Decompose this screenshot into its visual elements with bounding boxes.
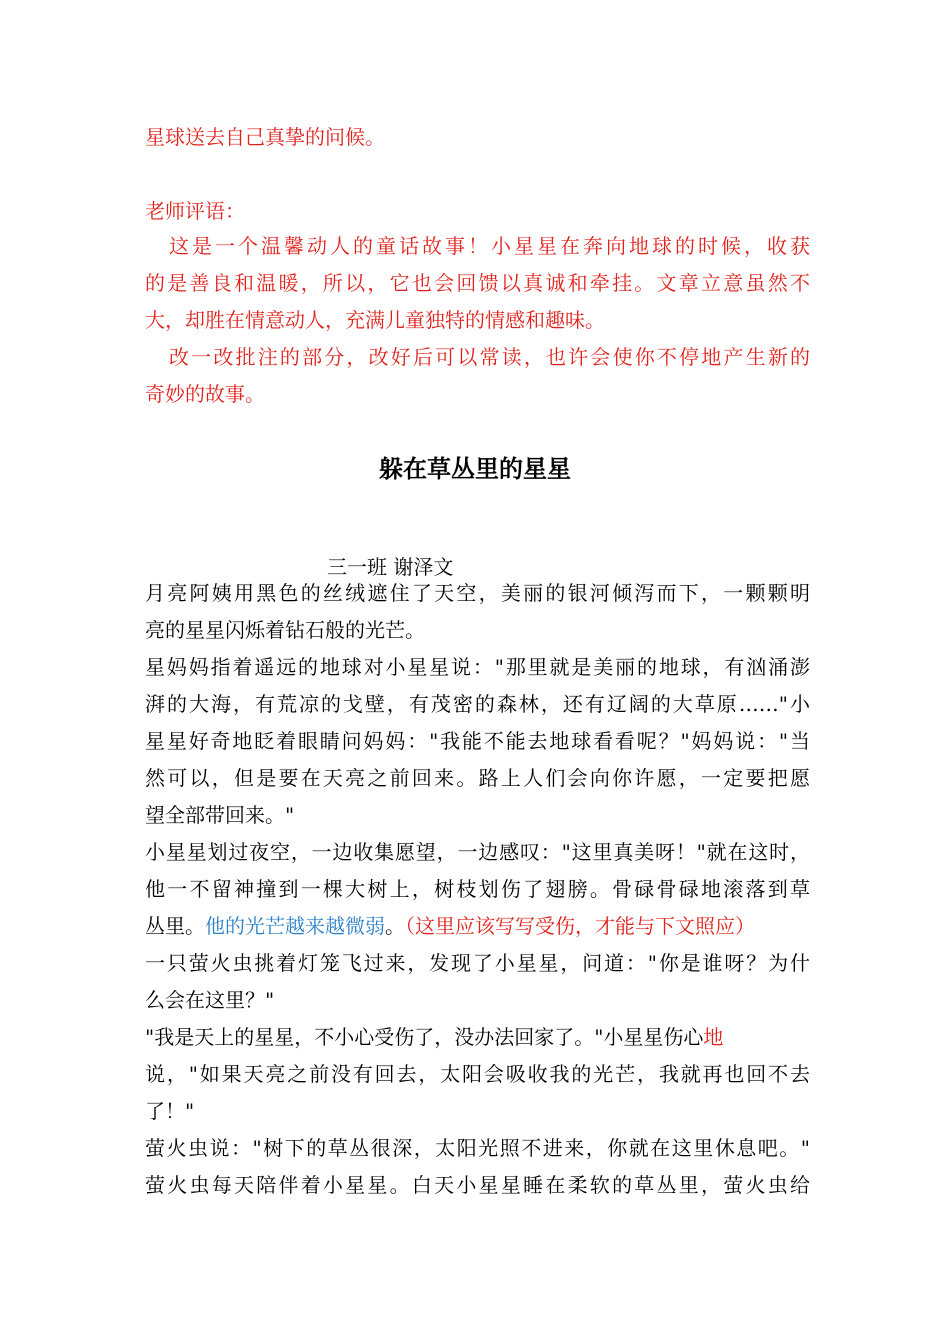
story-title: 躲在草丛里的星星 [379, 454, 571, 483]
comment-line: 这是一个温馨动人的童话故事！小星星在奔向地球的时候，收获 [169, 234, 810, 258]
story-line: 说，"如果天亮之前没有回去，太阳会吸收我的光芒，我就再也回不去 [145, 1062, 810, 1086]
intro-closing-line: 星球送去自己真挚的问候。 [145, 125, 385, 149]
story-text: 。 [385, 914, 405, 938]
story-line: 萤火虫每天陪伴着小星星。白天小星星睡在柔软的草丛里，萤火虫给 [145, 1173, 810, 1197]
comment-line: 的是善良和温暖，所以，它也会回馈以真诚和牵挂。文章立意虽然不 [145, 271, 810, 295]
story-line: 萤火虫说："树下的草丛很深，太阳光照不进来，你就在这里休息吧。" [145, 1136, 810, 1160]
story-line: 亮的星星闪烁着钻石般的光芒。 [145, 618, 425, 642]
story-text: 丛里。 [145, 914, 205, 938]
story-line: 么会在这里？" [145, 988, 275, 1012]
annotation-word: 地 [703, 1025, 724, 1049]
annotation-comment: （这里应该写写受伤，才能与下文照应） [405, 914, 755, 938]
story-line: 湃的大海，有荒凉的戈壁，有茂密的森林，还有辽阔的大草原……"小 [145, 692, 810, 716]
highlighted-text: 他的光芒越来越微弱 [205, 914, 385, 938]
story-line: 一只萤火虫挑着灯笼飞过来，发现了小星星，问道："你是谁呀？为什 [145, 951, 810, 975]
comment-heading: 老师评语： [145, 199, 245, 223]
story-line: 望全部带回来。" [145, 803, 295, 827]
comment-line: 大，却胜在情意动人，充满儿童独特的情感和趣味。 [145, 308, 605, 332]
story-line: 小星星划过夜空，一边收集愿望，一边感叹："这里真美呀！"就在这时， [145, 840, 810, 864]
story-line: 月亮阿姨用黑色的丝绒遮住了天空，美丽的银河倾泻而下，一颗颗明 [145, 581, 810, 605]
story-line: 了！" [145, 1099, 195, 1123]
story-line: 星星好奇地眨着眼睛问妈妈："我能不能去地球看看呢？"妈妈说："当 [145, 729, 810, 753]
comment-line: 改一改批注的部分，改好后可以常读，也许会使你不停地产生新的 [169, 345, 810, 369]
story-line: 他一不留神撞到一棵大树上，树枝划伤了翅膀。骨碌骨碌地滚落到草 [145, 877, 810, 901]
story-line: 星妈妈指着遥远的地球对小星星说："那里就是美丽的地球，有汹涌澎 [145, 655, 810, 679]
comment-line: 奇妙的故事。 [145, 382, 265, 406]
story-line-annotated [145, 1022, 810, 1052]
story-byline: 三一班 谢泽文 [327, 555, 454, 579]
story-text: "我是天上的星星，不小心受伤了，没办法回家了。"小星星伤心 [145, 1025, 704, 1049]
story-line: 然可以，但是要在天亮之前回来。路上人们会向你许愿，一定要把愿 [145, 766, 810, 790]
story-line-annotated [145, 911, 810, 941]
